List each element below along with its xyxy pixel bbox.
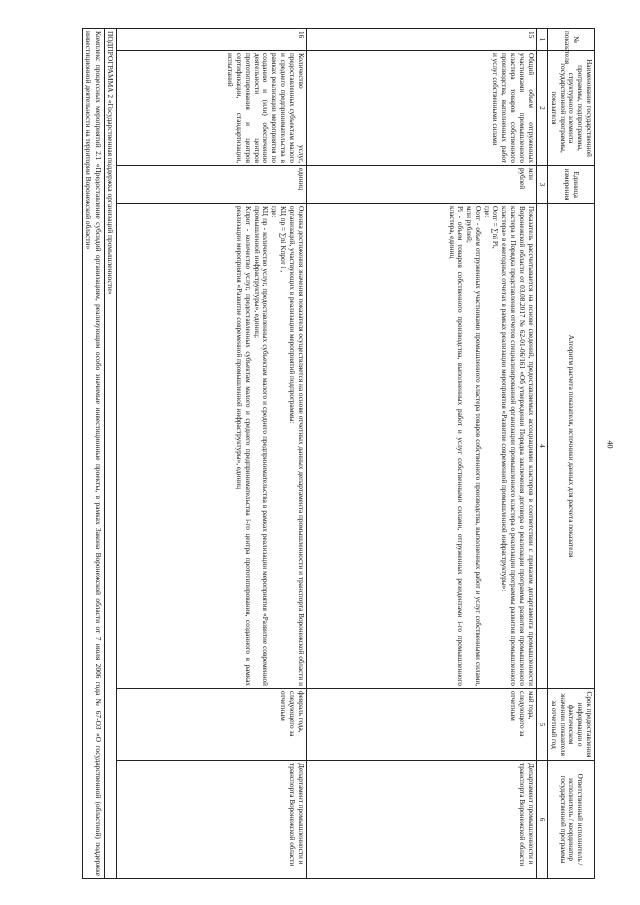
subprogram-title: ПОДПРОГРАММА 2 «Государственная поддержка организаций промышленности» — [104, 29, 116, 879]
algorithm-line: где: — [270, 206, 279, 218]
column-number: 1 — [536, 29, 548, 51]
column-number: 3 — [536, 166, 548, 204]
algorithm-line: Оотг - объем отгруженных участниками промышленного кластера товаров собственного производства, выполненных работ и услуг собственными силами, млн рублей; — [465, 206, 482, 686]
indicator-name: Общий объем отгруженных участниками промышленного кластера товаров собственного производства, выполненных работ и услуг собственными силами — [306, 51, 536, 166]
row-number: 15 — [306, 29, 536, 51]
algorithm-cell — [116, 204, 306, 689]
algorithm-line: где: — [482, 206, 491, 218]
rotated-document-sheet — [5, 28, 595, 878]
algorithm-formula: Оотг = ∑ni Pi, — [491, 206, 500, 249]
column-number: 5 — [536, 689, 548, 761]
row-number: 16 — [116, 29, 306, 51]
responsible-cell: Департамент промышленности и транспорта Воронежской области — [116, 761, 306, 879]
header-cell: Наименование государственной программы, подпрограммы, структурного элемента государственной программы, показателя — [548, 51, 595, 166]
header-cell: Алгоритм расчета показателя, источники данных для расчета показателя — [548, 204, 595, 689]
column-number-row — [536, 29, 548, 879]
indicator-name: Количество услуг, предоставленных субъектам малого и среднего предпринимательства в рамках реализации мероприятия по созданию и (или) обеспечению деятельности центров прототипирования и центров сертификации, стандартизации, испытаний — [116, 51, 306, 166]
responsible-cell: Департамент промышленности и транспорта Воронежской области — [306, 761, 536, 879]
table-row — [116, 29, 306, 879]
indicator-table — [82, 28, 595, 879]
subprogram-row — [104, 29, 116, 879]
algorithm-line: Показатель рассчитывается на основе сведений, предоставляемых ассоциациями кластеров в соответствии с приказом департамента промышленности Воронежской области от 03.08.2017 № 62-01-06/161 «Об утверждении Порядка заключения договора о реализации программы развития промышленного кластера и Порядка представления отчетов специализированной организации промышленного кластера о реализации программы развития промышленного кластера» в ежегодных отчетах в рамках реализации мероприятия «Развитие современной промышленной инфраструктуры»: — [500, 206, 535, 686]
deadline-cell: февраль года, следующего за отчетным — [116, 689, 306, 761]
table-row — [306, 29, 536, 879]
header-cell: № показателя — [548, 29, 595, 51]
header-cell: Единица измерения — [548, 166, 595, 204]
algorithm-line: КЦ пр - количество услуг, предоставленных субъектам малого и среднего предпринимательства в рамках реализации мероприятия «Развитие современной промышленной инфраструктуры», единиц; — [252, 206, 270, 686]
algorithm-line: Pi - объем товаров собственного производства, выполненных работ и услуг собственными силами, отгруженных резидентами i-го промышленного кластера, единиц — [447, 206, 465, 686]
column-number: 4 — [536, 204, 548, 689]
column-number: 6 — [536, 761, 548, 879]
header-cell: Срок предоставления информации о фактическом значении показателя за отчетный год — [548, 689, 595, 761]
column-number: 2 — [536, 51, 548, 166]
algorithm-line: Kпрот - количество услуг, предоставленных субъектам малого и среднего предпринимательства i-го центра прототипирования, созданного в рамках реализации мероприятия «Развитие современной промышленной инфраструктуры», единиц — [235, 206, 252, 686]
unit-cell: единиц — [116, 166, 306, 204]
complex-description: Комплекс процессных мероприятий 2.1 «Предоставление субсидий организациям, реализующим особо значимые инвестиционные проекты, в рамках Закона Воронежской области от 7 июля 2006 года № 67-ОЗ «О государственной (областной) поддержке инвестиционной деятельности на территории Воронежской области» — [83, 29, 104, 879]
page-number: 40 — [605, 440, 615, 449]
algorithm-line: Оценка достижения значения показателя осуществляется на основе отчетных данных департамента промышленности и транспорта Воронежской области и организаций, участвующих в реализации мероприятий подпрограммы: — [287, 206, 305, 686]
header-cell: Ответственный исполнитель / исполнитель / координатор государственной программы — [548, 761, 595, 879]
complex-row — [83, 29, 104, 879]
unit-cell: млн рублей — [306, 166, 536, 204]
deadline-cell: май года, следующего за отчетным — [306, 689, 536, 761]
algorithm-cell — [306, 204, 536, 689]
header-row — [548, 29, 595, 879]
algorithm-formula: КЦ пр = ∑ni Kпрот i , — [279, 206, 287, 273]
